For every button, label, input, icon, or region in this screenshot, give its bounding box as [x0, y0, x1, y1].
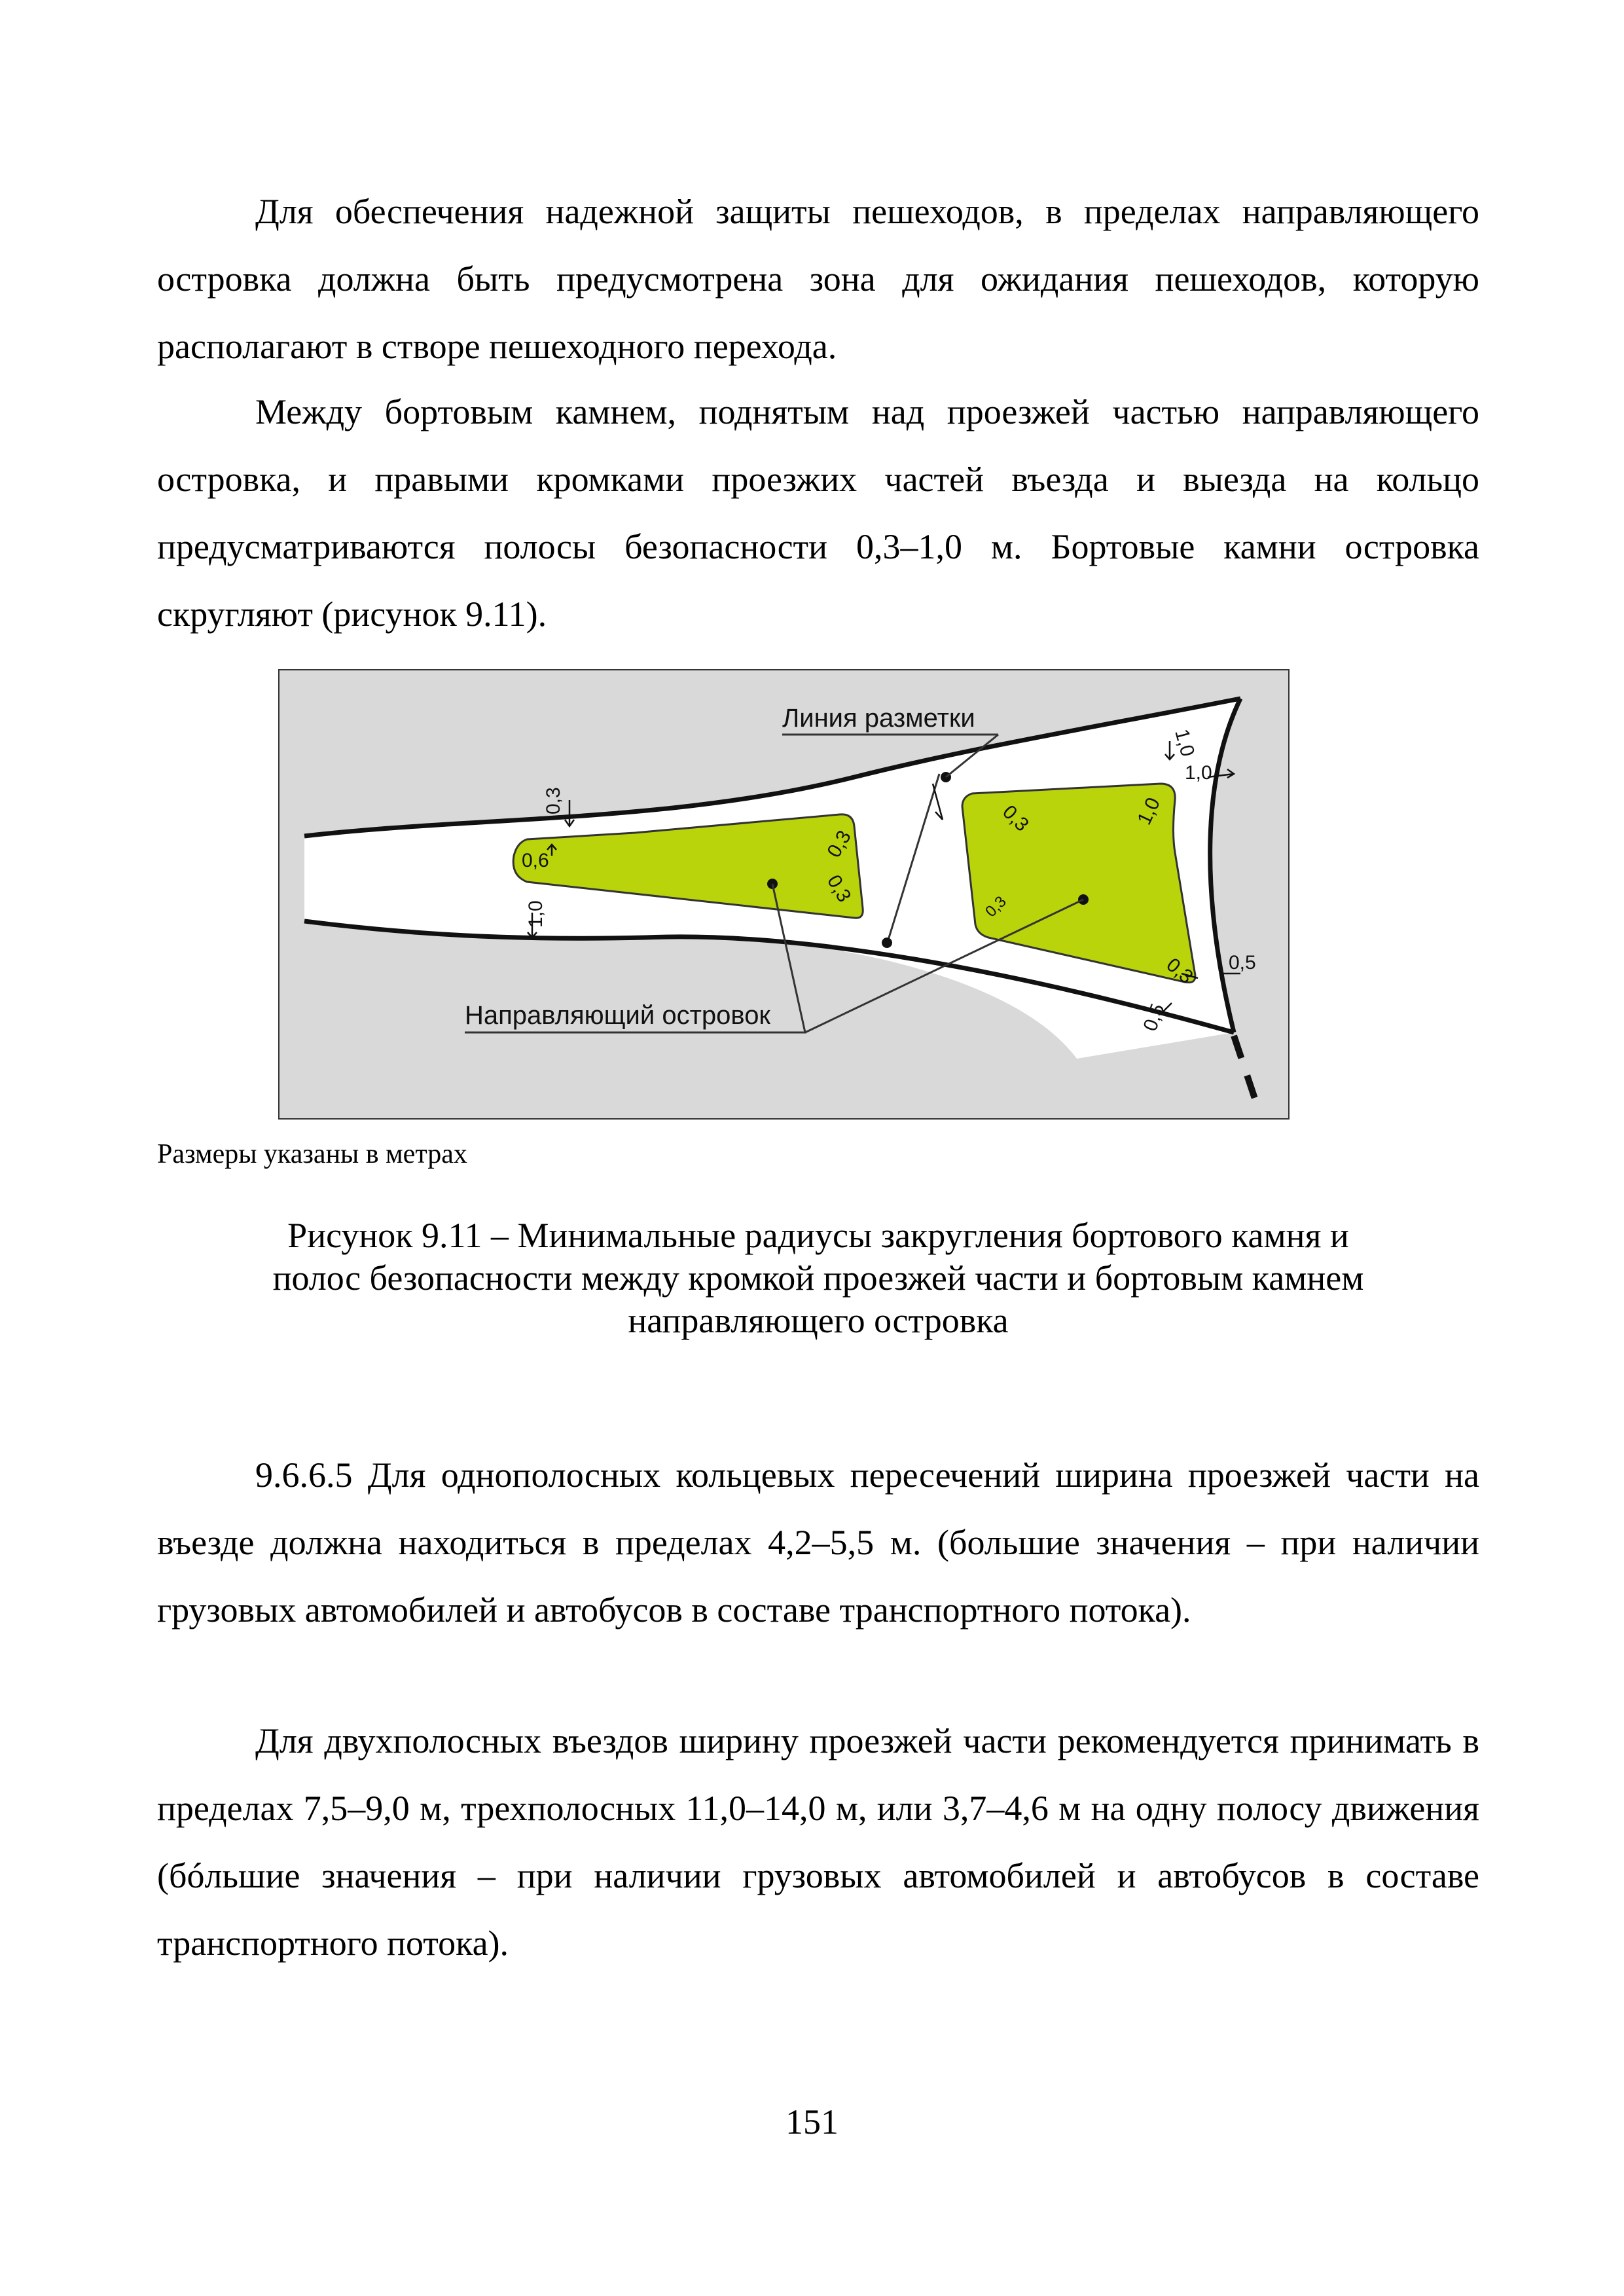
dim-1-0-top: 1,0 [1170, 727, 1199, 759]
label-marking-line: Линия разметки [782, 704, 975, 733]
dim-0-3-right-c: 0,3 [1162, 954, 1197, 989]
dim-0-5-right: 0,5 [1229, 952, 1256, 974]
caption-line-3: направляющего островка [628, 1301, 1009, 1340]
paragraph-two-lane: Для двухполосных въездов ширину проезжей части рекомендуется принимать в пределах 7,5–9,0 м, трехполосных 11,0–14,0 м, или 3,7–4,6 м на одну полосу движения (бóльшие значения – при наличии грузовых автомобилей и автобусов в составе транспортного потока). [157, 1721, 1479, 1963]
caption-line-1: Рисунок 9.11 – Минимальные радиусы закругления бортового камня и [287, 1216, 1349, 1255]
caption-line-2: полос безопасности между кромкой проезжей части и бортовым камнем [272, 1258, 1364, 1298]
dim-1-0-left: 1,0 [525, 900, 547, 928]
label-guide-island: Направляющий островок [465, 1001, 770, 1030]
paragraph-pedestrian-zone: Для обеспечения надежной защиты пешеходов, в пределах направляющего островка должна быть предусмотрена зона для ожидания пешеходов, которую располагают в створе пешеходного перехода. [157, 192, 1479, 366]
dim-0-3-left-a: 0,3 [823, 826, 856, 862]
dim-0-3-right-a: 0,3 [998, 801, 1033, 836]
dim-0-6: 0,6 [522, 850, 549, 871]
paragraph-safety-strips: Между бортовым камнем, поднятым над проезжей частью направляющего островка, и правыми кромками проезжих частей въезда и выезда на кольцо предусматриваются полосы безопасности 0,3–1,0 м. Бортовые камни островка скругляют (рисунок 9.11). [157, 392, 1479, 634]
figure-note: Размеры указаны в метрах [157, 1139, 467, 1169]
figure-caption [157, 1214, 1479, 1342]
dim-0-5-bottom: 0,5 [1139, 1000, 1169, 1034]
page-number: 151 [785, 2102, 839, 2141]
paragraph-9-6-6-5: 9.6.6.5 Для однополосных кольцевых пересечений ширина проезжей части на въезде должна находиться в пределах 4,2–5,5 м. (большие значения – при наличии грузовых автомобилей и автобусов в составе транспортного потока). [157, 1455, 1479, 1630]
marking-point-lower [882, 938, 892, 948]
dim-1-0-corner: 1,0 [1133, 794, 1164, 828]
dim-0-3-left-b: 0,3 [822, 871, 856, 906]
dim-0-3-right-b: 0,3 [982, 892, 1010, 921]
dim-1-0-right: 1,0 [1185, 762, 1212, 784]
figure-9-11 [278, 669, 1290, 1121]
dim-0-3-top: 0,3 [543, 787, 564, 814]
